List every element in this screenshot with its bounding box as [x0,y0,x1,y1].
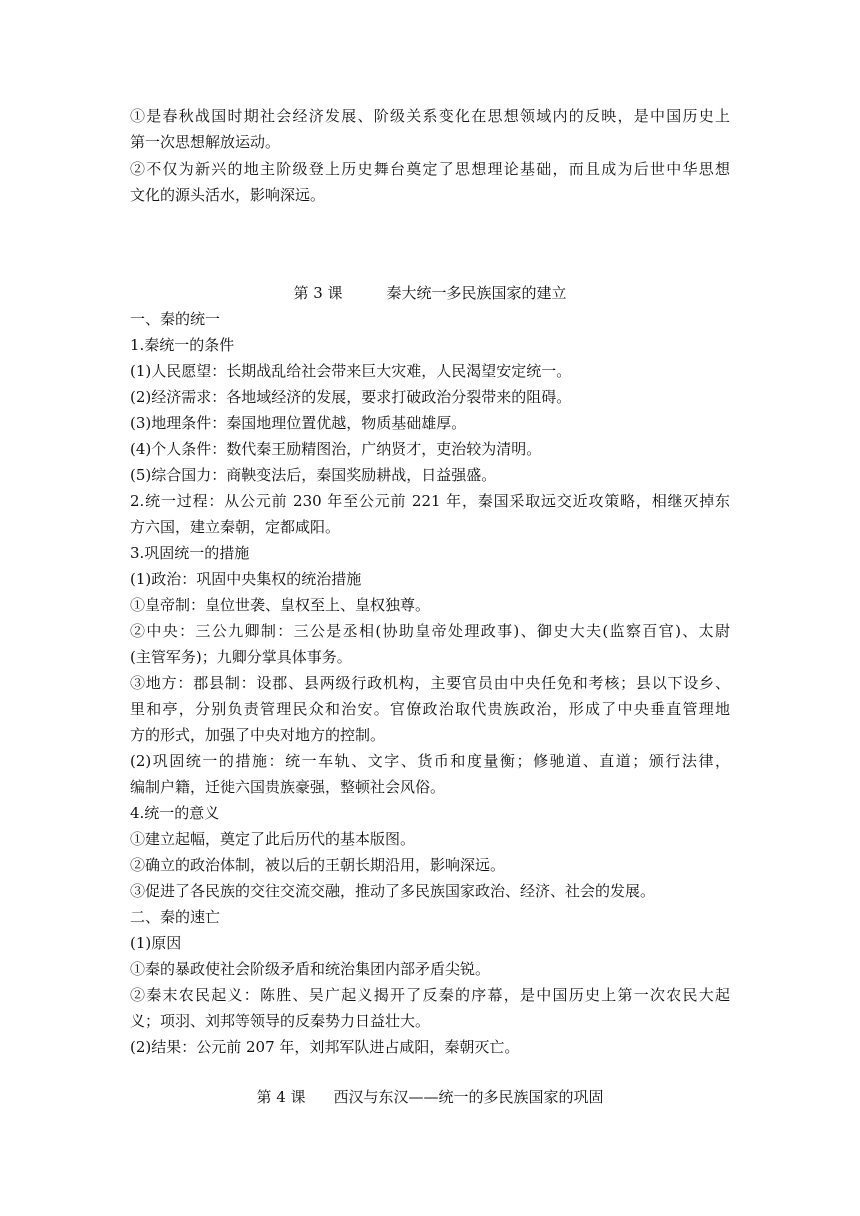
condition-item: (1)人民愿望：长期战乱给社会带来巨大灾难，人民渴望安定统一。 [130,362,572,380]
significance-item: ②确立的政治体制，被以后的王朝长期沿用，影响深远。 [130,856,506,874]
condition-item: (3)地理条件：秦国地理位置优越，物质基础雄厚。 [130,414,467,432]
emperor-system: ①皇帝制：皇位世袭、皇权至上、皇权独尊。 [130,596,431,614]
consolidate-line1: (2)巩固统一的措施：统一车轨、文字、货币和度量衡；修驰道、直道；颁行法律， [130,752,730,770]
intro-item2-line2: 文化的源头活水，影响深远。 [130,186,326,204]
condition-item: (2)经济需求：各地域经济的发展，要求打破政治分裂带来的阻碍。 [130,388,572,406]
lesson3-heading [130,283,730,303]
fall-cause2-line1: ②秦末农民起义：陈胜、吴广起义揭开了反秦的序幕，是中国历史上第一次农民大起 [130,986,730,1004]
lesson4-heading [130,1087,730,1107]
central-system-line1: ②中央：三公九卿制：三公是丞相(协助皇帝处理政事)、御史大夫(监察百官)、太尉 [130,622,730,640]
consolidate-line2: 编制户籍，迁徙六国贵族豪强，整顿社会风俗。 [130,778,446,796]
process-line2: 方六国，建立秦朝，定都咸阳。 [130,518,341,536]
measures-heading: 3.巩固统一的措施 [130,544,250,562]
condition-item: (4)个人条件：数代秦王励精图治，广纳贤才，吏治较为清明。 [130,440,542,458]
section1-heading: 一、秦的统一 [130,310,221,328]
political-measures-heading: (1)政治：巩固中央集权的统治措施 [130,570,362,588]
fall-cause1: ①秦的暴政使社会阶级矛盾和统治集团内部矛盾尖锐。 [130,960,491,978]
section2-heading: 二、秦的速亡 [130,908,221,926]
fall-cause2-line2: 义；项羽、刘邦等领导的反秦势力日益壮大。 [130,1012,431,1030]
fall-cause-heading: (1)原因 [130,934,182,952]
significance-heading: 4.统一的意义 [130,804,220,822]
condition-item: (5)综合国力：商鞅变法后，秦国奖励耕战，日益强盛。 [130,466,497,484]
local-system-line2: 里和亭，分别负责管理民众和治安。官僚政治取代贵族政治，形成了中央垂直管理地 [130,700,730,718]
conditions-heading: 1.秦统一的条件 [130,336,235,354]
local-system-line1: ③地方：郡县制：设郡、县两级行政机构，主要官员由中央任免和考核；县以下设乡、 [130,674,730,692]
intro-item2-line1: ②不仅为新兴的地主阶级登上历史舞台奠定了思想理论基础，而且成为后世中华思想 [130,160,730,178]
central-system-line2: (主管军务)；九卿分掌具体事务。 [130,648,352,666]
process-line1: 2.统一过程：从公元前 230 年至公元前 221 年，秦国采取远交近攻策略，相继灭掉东 [130,492,730,510]
fall-result: (2)结果：公元前 207 年，刘邦军队进占咸阳，秦朝灭亡。 [130,1038,520,1056]
significance-item: ①建立起幅，奠定了此后历代的基本版图。 [130,830,416,848]
intro-item1-line1: ①是春秋战国时期社会经济发展、阶级关系变化在思想领域内的反映，是中国历史上 [130,107,730,125]
intro-item1-line2: 第一次思想解放运动。 [130,133,281,151]
local-system-line3: 方的形式，加强了中央对地方的控制。 [130,726,386,744]
document-page [130,0,730,1216]
significance-item: ③促进了各民族的交往交流交融，推动了多民族国家政治、经济、社会的发展。 [130,882,656,900]
lesson3-number: 第 3 课 [293,284,343,302]
lesson4-title: 西汉与东汉——统一的多民族国家的巩固 [333,1088,604,1106]
lesson4-number: 第 4 课 [256,1088,306,1106]
lesson3-title: 秦大统一多民族国家的建立 [386,284,567,302]
